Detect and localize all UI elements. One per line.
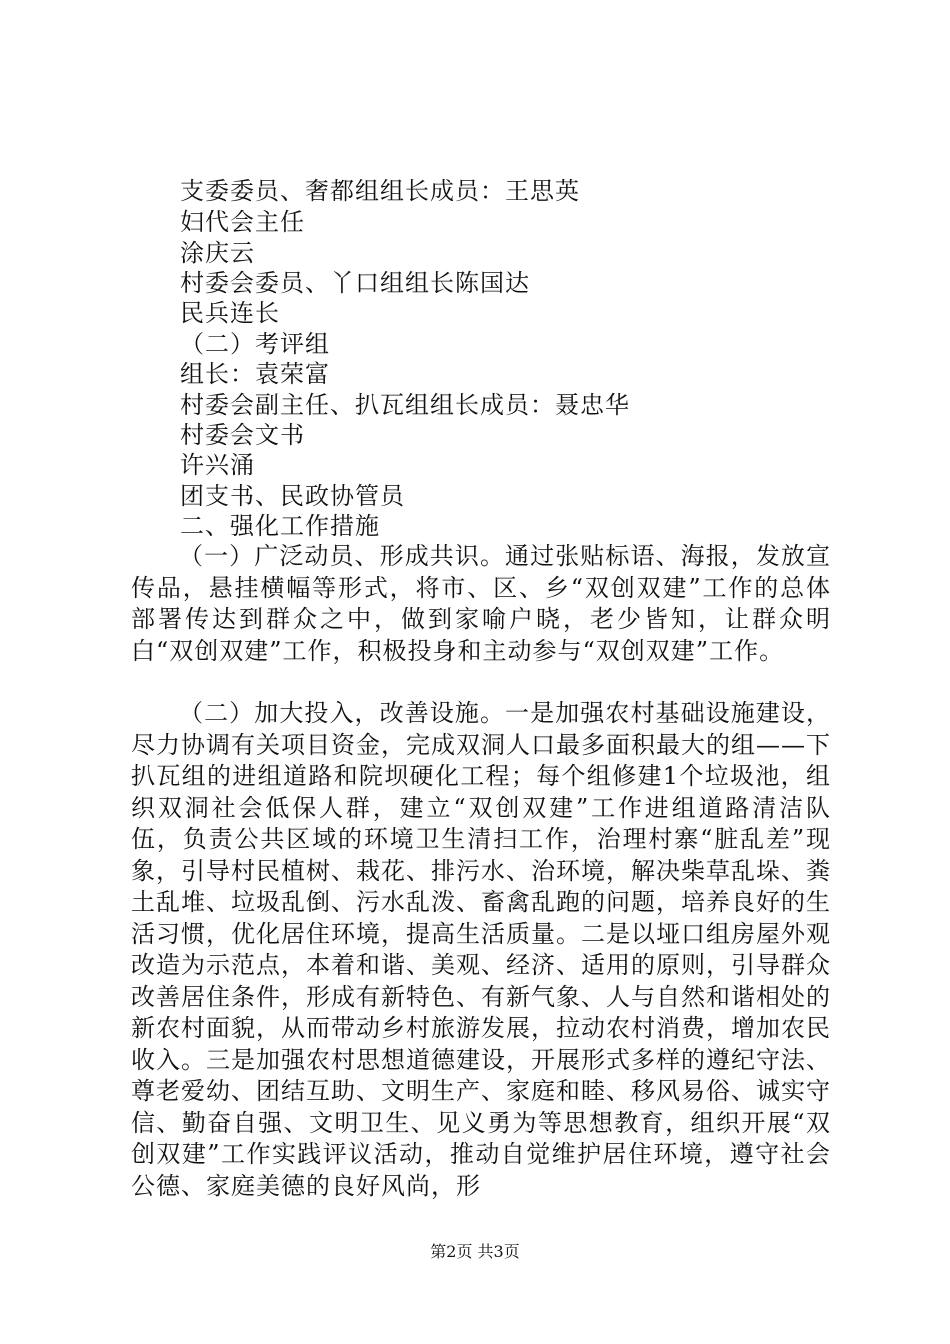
text-line: 村委会副主任、扒瓦组组长成员：聂忠华 xyxy=(180,391,630,419)
text-line: 妇代会主任 xyxy=(180,208,305,236)
text-line: 组长：袁荣富 xyxy=(180,360,330,388)
text-line: 涂庆云 xyxy=(180,239,255,267)
text-line: 团支书、民政协管员 xyxy=(180,482,405,510)
text-line: 支委委员、奢都组组长成员：王思英 xyxy=(180,177,580,205)
text-line: 民兵连长 xyxy=(180,299,280,327)
paragraph: （二）加大投入，改善设施。一是加强农村基础设施建设，尽力协调有关项目资金，完成双洞人口最多面积最大的组——下扒瓦组的进组道路和院坝硬化工程；每个组修建1个垃圾池，组织双洞社会低保人群，建立“双创双建”工作进组道路清洁队伍，负责公共区域的环境卫生清扫工作，治理村寨“脏乱差”现象，引导村民植树、栽花、排污水、治环境，解决柴草乱垛、粪土乱堆、垃圾乱倒、污水乱泼、畜禽乱跑的问题，培养良好的生活习惯，优化居住环境，提高生活质量。二是以垭口组房屋外观改造为示范点，本着和谐、美观、经济、适用的原则，引导群众改善居住条件，形成有新特色、有新气象、人与自然和谐相处的新农村面貌，从而带动乡村旅游发展，拉动农村消费，增加农民收入。三是加强农村思想道德建设，开展形式多样的遵纪守法、尊老爱幼、团结互助、文明生产、家庭和睦、移风易俗、诚实守信、勤奋自强、文明卫生、见义勇为等思想教育，组织开展“双创双建”工作实践评议活动，推动自觉维护居住环境，遵守社会公德、家庭美德的良好风尚，形 xyxy=(131,699,831,1200)
text-line: 许兴涌 xyxy=(180,451,255,479)
page-footer: 第2页 共3页 xyxy=(430,1242,520,1261)
text-line: 村委会委员、丫口组组长陈国达 xyxy=(180,269,530,297)
paragraph: （一）广泛动员、形成共识。通过张贴标语、海报，发放宣传品，悬挂横幅等形式，将市、区、乡“双创双建”工作的总体部署传达到群众之中，做到家喻户晓，老少皆知，让群众明白“双创双建”工作，积极投身和主动参与“双创双建”工作。 xyxy=(131,542,831,665)
section-heading: 二、强化工作措施 xyxy=(180,512,380,540)
section-heading: （二）考评组 xyxy=(180,330,330,358)
text-line: 村委会文书 xyxy=(180,421,305,449)
